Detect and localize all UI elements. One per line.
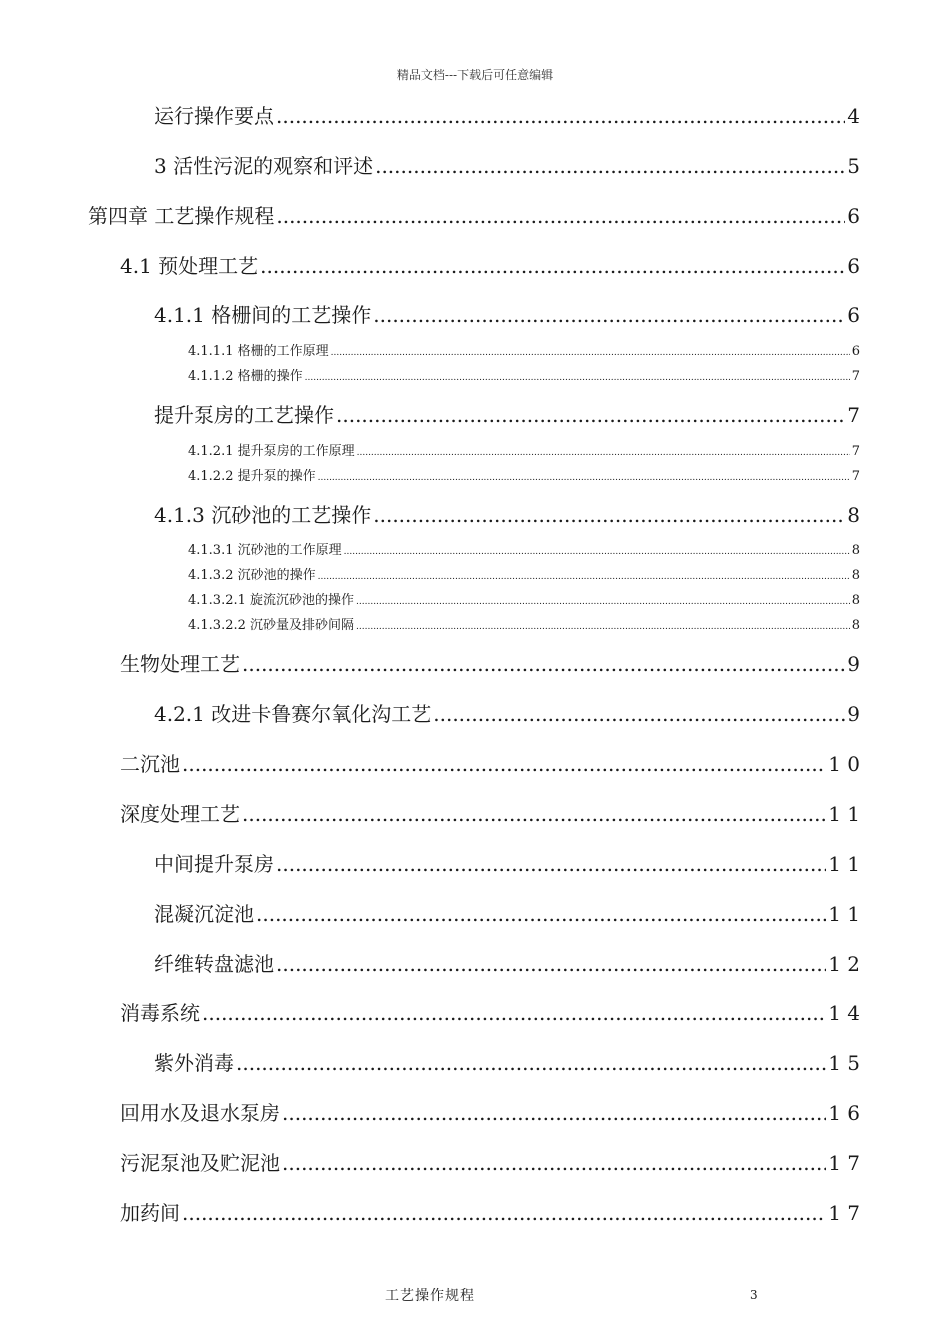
toc-entry-page: 1 4: [828, 1001, 860, 1025]
toc-entry-page: 8: [851, 568, 860, 583]
toc-entry[interactable]: [120, 997, 860, 1027]
toc-leader-dots: [282, 1151, 826, 1175]
toc-entry-title: 紫外消毒: [154, 1051, 234, 1075]
toc-entry-title: 4.1.3.2.1 旋流沉砂池的操作: [188, 593, 355, 608]
toc-entry-page: 7: [847, 403, 860, 427]
toc-entry-title: 第四章 工艺操作规程: [88, 204, 275, 228]
toc-entry-title: 加药间: [120, 1201, 180, 1225]
toc-leader-dots: [356, 622, 850, 632]
toc-entry[interactable]: [154, 948, 860, 978]
toc-entry-title: 4.1.3.2.2 沉砂量及排砂间隔: [188, 618, 355, 633]
toc-entry-title: 回用水及退水泵房: [120, 1101, 280, 1125]
footer-title: 工艺操作规程: [385, 1288, 475, 1304]
toc-entry[interactable]: [120, 1097, 860, 1127]
toc-entry-title: 4.1.1 格栅间的工艺操作: [154, 303, 372, 327]
toc-leader-dots: [336, 403, 845, 427]
toc-entry-title: 4.1.1.1 格栅的工作原理: [188, 344, 329, 359]
toc-entry-page: 6: [847, 204, 860, 228]
toc-entry-page: 7: [851, 469, 860, 484]
toc-entry-title: 4.1 预处理工艺: [120, 254, 259, 278]
toc-entry-title: 深度处理工艺: [120, 802, 240, 826]
toc-entry-title: 二沉池: [120, 752, 180, 776]
toc-entry[interactable]: [188, 589, 860, 609]
toc-leader-dots: [242, 802, 826, 826]
toc-leader-dots: [276, 104, 845, 128]
toc-leader-dots: [202, 1001, 826, 1025]
toc-entry-title: 生物处理工艺: [120, 652, 240, 676]
toc-entry[interactable]: [120, 250, 860, 280]
toc-entry[interactable]: [120, 1147, 860, 1177]
toc-leader-dots: [318, 473, 850, 483]
toc-leader-dots: [256, 902, 826, 926]
toc-entry[interactable]: [188, 539, 860, 559]
toc-entry[interactable]: [154, 848, 860, 878]
toc-entry[interactable]: [188, 440, 860, 460]
toc-entry-page: 9: [847, 702, 860, 726]
toc-entry-title: 4.1.3 沉砂池的工艺操作: [154, 503, 372, 527]
toc-leader-dots: [276, 852, 826, 876]
toc-entry-page: 1 7: [828, 1151, 860, 1175]
toc-leader-dots: [356, 597, 850, 607]
toc-leader-dots: [318, 572, 850, 582]
toc-entry[interactable]: [120, 798, 860, 828]
toc-entry[interactable]: [120, 748, 860, 778]
toc-entry-title: 污泥泵池及贮泥池: [120, 1151, 280, 1175]
toc-entry-page: 5: [847, 154, 860, 178]
toc-entry[interactable]: [120, 1197, 860, 1227]
toc-entry-page: 1 1: [828, 852, 860, 876]
toc-leader-dots: [344, 547, 850, 557]
toc-leader-dots: [331, 348, 850, 358]
toc-entry-title: 4.1.2.1 提升泵房的工作原理: [188, 444, 355, 459]
toc-entry-title: 消毒系统: [120, 1001, 200, 1025]
toc-entry[interactable]: [154, 299, 860, 329]
toc-entry[interactable]: [154, 399, 860, 429]
toc-leader-dots: [260, 254, 845, 278]
toc-entry-page: 1 6: [828, 1101, 860, 1125]
toc-entry-page: 8: [851, 543, 860, 558]
toc-entry[interactable]: [154, 499, 860, 529]
toc-entry-title: 4.1.3.2 沉砂池的操作: [188, 568, 316, 583]
toc-entry-page: 7: [851, 444, 860, 459]
toc-entry-page: 6: [847, 303, 860, 327]
toc-entry-page: 1 7: [828, 1201, 860, 1225]
toc-entry[interactable]: [154, 100, 860, 130]
toc-leader-dots: [182, 752, 826, 776]
toc-leader-dots: [182, 1201, 826, 1225]
toc-entry-title: 3 活性污泥的观察和评述: [154, 154, 374, 178]
toc-entry[interactable]: [188, 564, 860, 584]
toc-leader-dots: [276, 952, 826, 976]
toc-entry-title: 混凝沉淀池: [154, 902, 254, 926]
toc-entry[interactable]: [88, 200, 860, 230]
toc-entry-page: 8: [851, 593, 860, 608]
toc-entry-page: 8: [847, 503, 860, 527]
toc-entry[interactable]: [188, 340, 860, 360]
toc-entry-page: 1 1: [828, 902, 860, 926]
toc-leader-dots: [305, 373, 850, 383]
toc-entry-page: 1 1: [828, 802, 860, 826]
toc-leader-dots: [282, 1101, 826, 1125]
page-header: 精品文档---下载后可任意编辑: [396, 68, 554, 82]
footer-page-number: 3: [750, 1288, 758, 1302]
toc-entry[interactable]: [154, 898, 860, 928]
toc-entry-page: 4: [847, 104, 860, 128]
toc-entry-title: 4.1.3.1 沉砂池的工作原理: [188, 543, 342, 558]
toc-entry-title: 运行操作要点: [154, 104, 274, 128]
toc-entry-title: 4.1.1.2 格栅的操作: [188, 369, 303, 384]
toc-entry-title: 4.1.2.2 提升泵的操作: [188, 469, 316, 484]
toc-entry[interactable]: [154, 698, 860, 728]
toc-entry-title: 提升泵房的工艺操作: [154, 403, 334, 427]
toc-leader-dots: [433, 702, 845, 726]
toc-leader-dots: [373, 503, 845, 527]
toc-entry-title: 4.2.1 改进卡鲁赛尔氧化沟工艺: [154, 702, 432, 726]
toc-leader-dots: [236, 1051, 826, 1075]
toc-entry[interactable]: [188, 465, 860, 485]
toc-entry-page: 7: [851, 369, 860, 384]
toc-leader-dots: [373, 303, 845, 327]
toc-entry[interactable]: [120, 648, 860, 678]
toc-entry-title: 纤维转盘滤池: [154, 952, 274, 976]
toc-entry[interactable]: [188, 614, 860, 634]
toc-entry[interactable]: [154, 1047, 860, 1077]
toc-entry-page: 6: [851, 344, 860, 359]
toc-entry-page: 8: [851, 618, 860, 633]
toc-leader-dots: [276, 204, 845, 228]
toc-entry-page: 1 5: [828, 1051, 860, 1075]
toc-entry-page: 9: [847, 652, 860, 676]
toc-leader-dots: [357, 448, 850, 458]
toc-entry-title: 中间提升泵房: [154, 852, 274, 876]
toc-entry-page: 6: [847, 254, 860, 278]
toc-entry[interactable]: [154, 150, 860, 180]
toc-leader-dots: [242, 652, 845, 676]
toc-leader-dots: [375, 154, 845, 178]
toc-entry-page: 1 2: [828, 952, 860, 976]
toc-entry-page: 1 0: [828, 752, 860, 776]
toc-entry[interactable]: [188, 365, 860, 385]
